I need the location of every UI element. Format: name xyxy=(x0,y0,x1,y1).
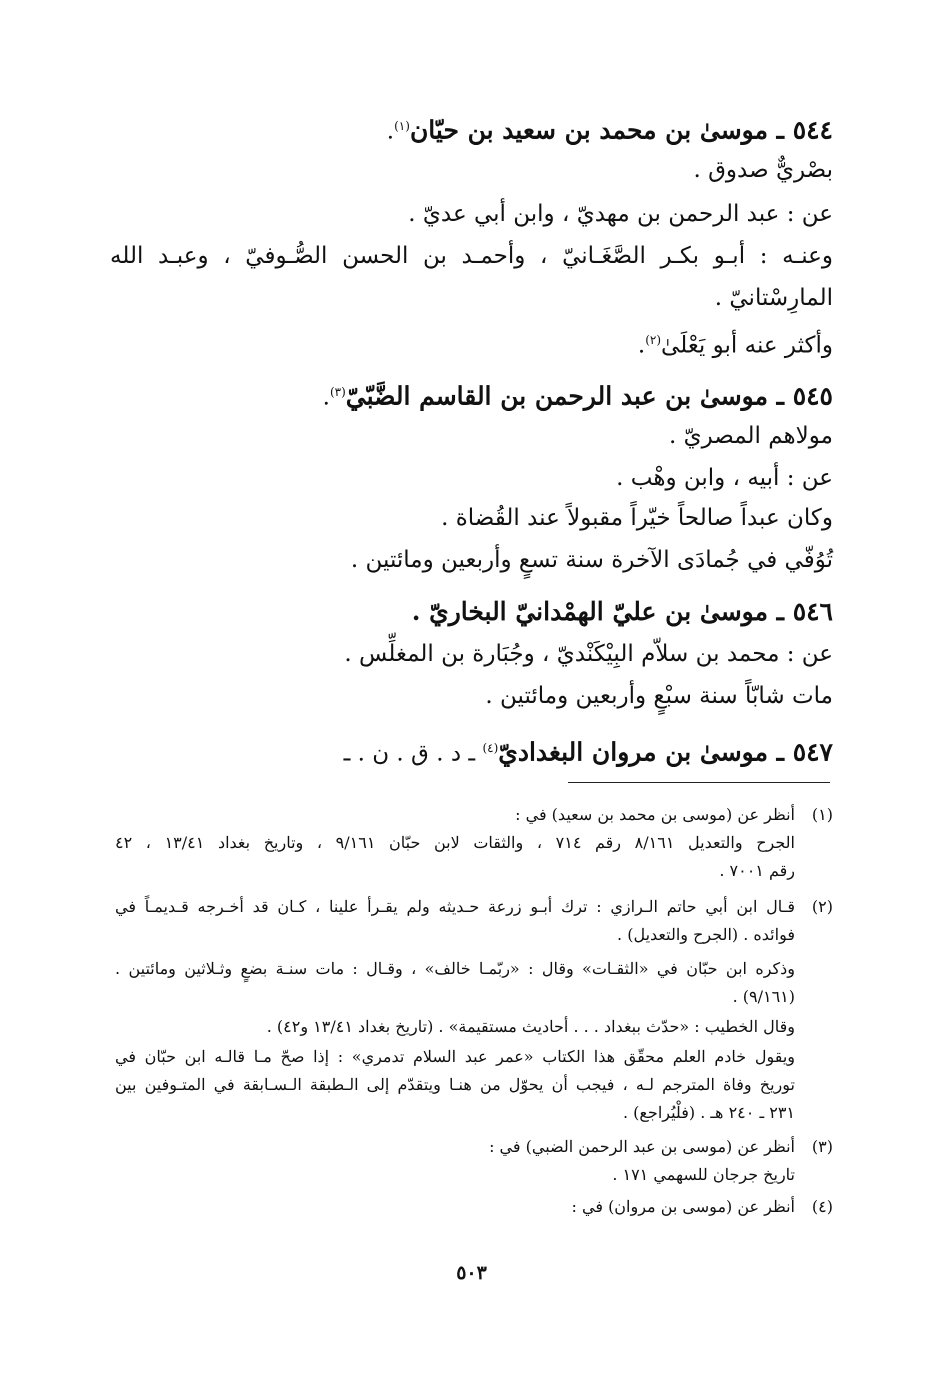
heading-end: ـ د . ق . ن . ـ xyxy=(343,740,483,767)
footnote-line: فوائده . (الجرح والتعديل) . xyxy=(617,925,795,944)
entry-heading-544 xyxy=(387,108,833,150)
heading-end: . xyxy=(322,384,330,411)
footnote-line: أنظر عن (موسى بن محمد بن سعيد) في : xyxy=(515,805,795,824)
entry-line-text: وأكثر عنه أبو يَعْلَىٰ xyxy=(661,332,833,359)
entry-line: تُوُفّي في جُمادَى الآخرة سنة تسعٍ وأربعين ومائتين . xyxy=(350,547,833,573)
entry-line: عن : محمد بن سلاّم البِيْكَنْديّ ، وجُبَارة بن المغلِّس . xyxy=(344,641,833,667)
entry-line: المارِسْتانيّ . xyxy=(714,285,833,311)
footnote-line: تاريخ جرجان للسهمي ١٧١ . xyxy=(612,1165,795,1184)
line-end: . xyxy=(637,332,646,359)
entry-line: مات شابّاً سنة سبْعٍ وأربعين ومائتين . xyxy=(485,683,833,709)
entry-heading-547 xyxy=(344,730,833,772)
footnote-line: ويقول خادم العلم محقّق هذا الكتاب «عمر عبد السلام تدمري» : إذا صحّ مـا قالـه ابن حبّان في xyxy=(115,1047,795,1066)
footnote-ref: (١) xyxy=(394,119,410,133)
footnote-line: أنظر عن (موسى بن عبد الرحمن الضبي) في : xyxy=(489,1137,795,1156)
footnote-number: (٤) xyxy=(811,1197,833,1216)
footnote-line: وقال الخطيب : «حدّث ببغداد . . . أحاديث مستقيمة» . (تاريخ بغداد ١٣/٤١ و٤٢) . xyxy=(266,1017,795,1036)
heading-end: . xyxy=(386,118,395,145)
entry-heading-text: ٥٤٤ ـ موسىٰ بن محمد بن سعيد بن حيّان xyxy=(409,115,833,145)
footnote-number: (٣) xyxy=(811,1137,833,1156)
entry-heading-546: ٥٤٦ ـ موسىٰ بن عليّ الهمْدانيّ البخاريّ . xyxy=(411,597,833,626)
footnote-number: (٢) xyxy=(811,897,833,916)
entry-line: وكان عبداً صالحاً خيّراً مقبولاً عند القُضاة . xyxy=(441,505,833,531)
entry-line: عن : عبد الرحمن بن مهديّ ، وابن أبي عديّ . xyxy=(408,201,833,227)
entry-heading-545 xyxy=(323,374,833,416)
entry-line: مولاهم المصريّ . xyxy=(668,423,833,449)
entry-line: عن : أبيه ، وابن وهْب . xyxy=(616,465,833,491)
entry-line: بصْريٌّ صدوق . xyxy=(693,157,833,183)
footnote-ref: (٣) xyxy=(329,385,346,399)
footnote-line: (٩/١٦١) . xyxy=(732,987,795,1006)
footnote-number: (١) xyxy=(811,805,833,824)
footnote-line: قـال ابن أبي حاتم الـرازي : ترك أبـو زرعة حـديثه ولم يقـرأ علينا ، كـان قد أخـرجه قـديمـاً في xyxy=(115,897,795,916)
footnote-line: ٢٣١ ـ ٢٤٠ هـ . (فلْيُراجع) . xyxy=(623,1103,795,1122)
footnote-ref: (٢) xyxy=(645,333,662,347)
entry-heading-text: ٥٤٥ ـ موسىٰ بن عبد الرحمن بن القاسم الضَّبّيّ xyxy=(345,381,833,411)
footnote-separator xyxy=(568,782,830,783)
page-number: ٥٠٣ xyxy=(456,1262,487,1284)
entry-line: وعنـه : أبـو بكـر الصَّغَـانيّ ، وأحمـد بن الحسن الصُّـوفيّ ، وعبـد الله xyxy=(110,243,833,269)
entry-heading-text: ٥٤٧ ـ موسىٰ بن مروان البغداديّ xyxy=(498,737,833,767)
footnote-line: رقم ٧٠٠١ . xyxy=(719,861,795,880)
footnote-line: أنظر عن (موسى بن مروان) في : xyxy=(571,1197,795,1216)
footnote-line: توريخ وفاة المترجم لـه ، فيجب أن يحوّل من هنـا ويتقدّم إلى الـطبقة الـسـابقة في المتـوفين بين xyxy=(115,1075,795,1094)
footnote-ref: (٤) xyxy=(482,741,499,755)
footnote-line: الجرح والتعديل ٨/١٦١ رقم ٧١٤ ، والثقات لابن حبّان ٩/١٦١ ، وتاريخ بغداد ١٣/٤١ ، ٤٢ xyxy=(115,833,796,852)
footnote-line: وذكره ابن حبّان في «الثقـات» وقال : «ربّمـا خالف» ، وقـال : مات سنـة بضعٍ وثـلاثين ومائتين . xyxy=(115,959,795,978)
entry-line xyxy=(638,322,833,364)
